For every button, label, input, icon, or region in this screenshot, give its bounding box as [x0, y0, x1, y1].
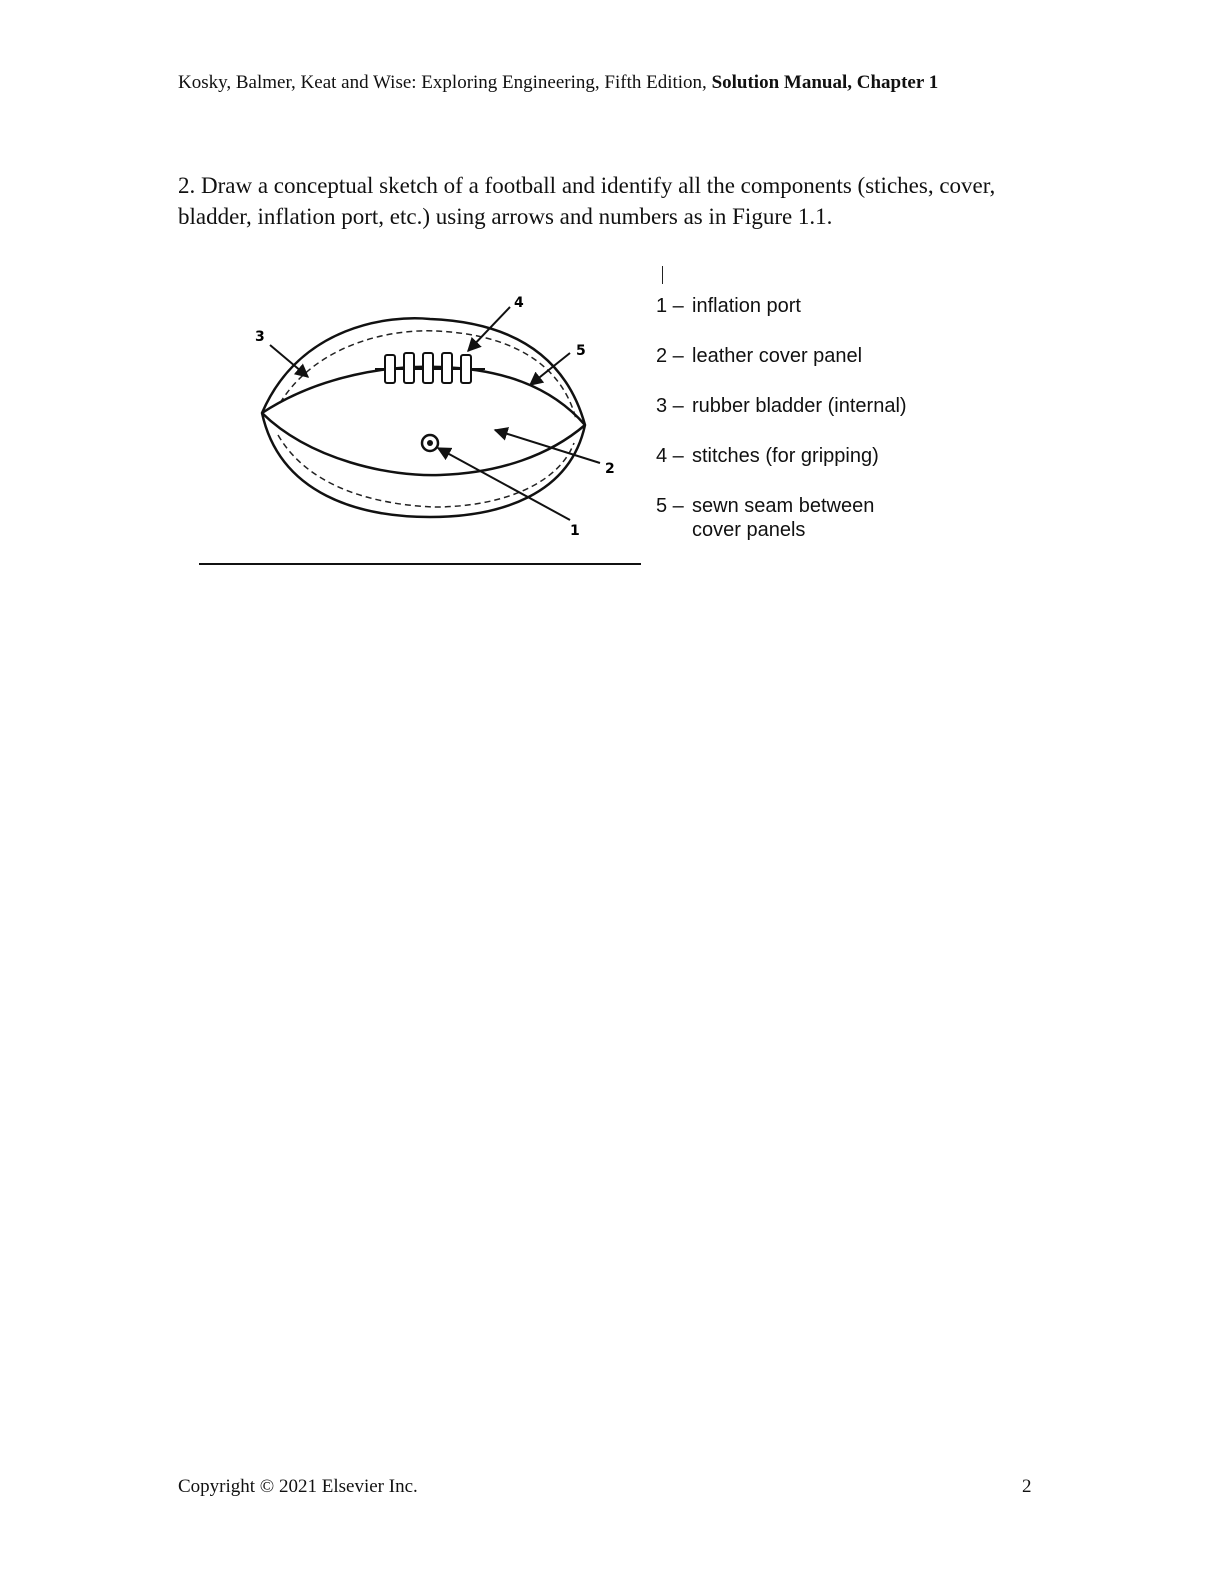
- legend-label: rubber bladder (internal): [692, 395, 907, 417]
- header-title-bold: Solution Manual, Chapter 1: [711, 72, 939, 93]
- football-outline: [262, 318, 585, 517]
- legend-number: 2 –: [656, 345, 684, 367]
- footer-copyright: Copyright © 2021 Elsevier Inc.: [178, 1476, 418, 1497]
- inflation-port-mark: [422, 435, 438, 451]
- footer-page-number: 2: [1022, 1476, 1032, 1497]
- football-sketch: [240, 285, 620, 545]
- legend-label: leather cover panel: [692, 345, 863, 367]
- legend-label: inflation port: [692, 295, 801, 317]
- component-legend: [656, 294, 907, 568]
- legend-item: [656, 294, 907, 318]
- legend-number: 4 –: [656, 445, 684, 467]
- text-cursor-mark: [662, 266, 663, 284]
- legend-label: stitches (for gripping): [692, 445, 879, 467]
- legend-item: [656, 494, 907, 542]
- callout-5: 5: [576, 343, 586, 359]
- legend-label: sewn seam between cover panels: [692, 495, 875, 541]
- laces: [375, 353, 485, 383]
- running-header: [178, 72, 938, 94]
- legend-item: [656, 344, 907, 368]
- question-text: 2. Draw a conceptual sketch of a football and identify all the components (stiches, cover, bladder, inflation port, etc.) using arrows and numbers as in Figure 1.1.: [178, 173, 996, 229]
- legend-item: [656, 394, 907, 418]
- callout-2: 2: [605, 461, 615, 477]
- callout-3: 3: [255, 329, 265, 345]
- header-title: Kosky, Balmer, Keat and Wise: Exploring Engineering, Fifth Edition,: [178, 72, 712, 93]
- legend-number: 5 –: [656, 495, 684, 517]
- legend-number: 1 –: [656, 295, 684, 317]
- callout-4: 4: [514, 295, 524, 311]
- callout-1: 1: [570, 523, 580, 539]
- legend-number: 3 –: [656, 395, 684, 417]
- legend-item: [656, 444, 907, 468]
- figure-rule: [199, 563, 641, 565]
